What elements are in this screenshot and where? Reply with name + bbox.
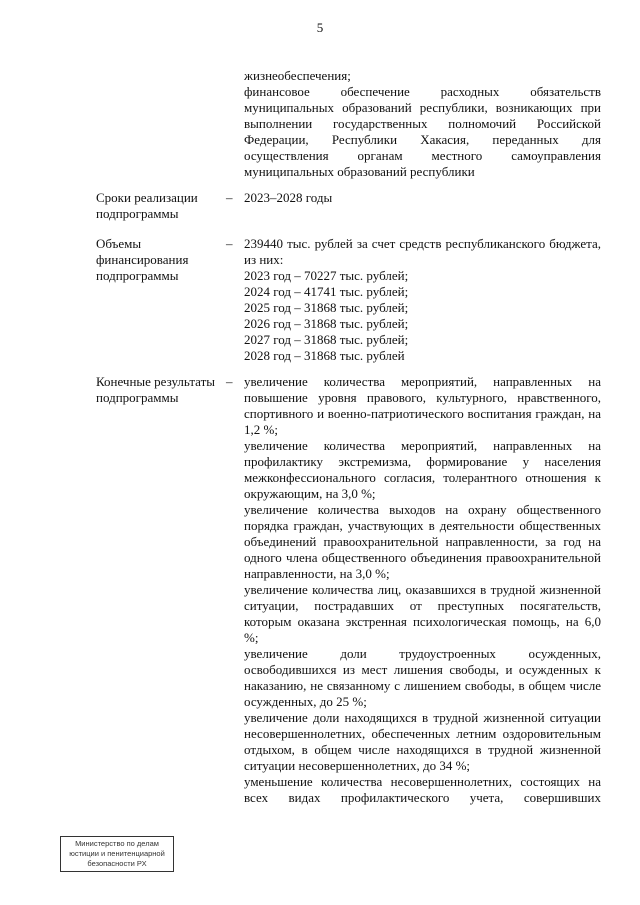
- row-label: Сроки реализации подпрограммы: [96, 190, 198, 221]
- row-item: увеличение доли трудоустроенных осужденных, освободившихся из мест лишения свободы, и осужденных к наказанию, не связанному с лишением свободы, в общем числе осужденных, до 25 %;: [244, 646, 601, 709]
- row-item: уменьшение количества несовершеннолетних, состоящих на всех видах профилактического учета, совершивших: [244, 774, 601, 805]
- intro-line: жизнеобеспечения;: [244, 68, 351, 83]
- row-item: 239440 тыс. рублей за счет средств республиканского бюджета, из них:: [244, 236, 601, 267]
- row-item: 2027 год – 31868 тыс. рублей;: [244, 332, 409, 347]
- row-content: [244, 374, 601, 806]
- row-item: увеличение количества мероприятий, направленных на профилактику экстремизма, формирование у населения межконфессионального согласия, толерантного отношения к окружающим, на 3,0 %;: [244, 438, 601, 501]
- stamp-line: безопасности РХ: [87, 859, 147, 868]
- row-label: Объемы финансирования подпрограммы: [96, 236, 189, 283]
- registration-stamp: [60, 836, 174, 872]
- stamp-line: Министерство по делам: [75, 839, 159, 848]
- row-content: [244, 190, 601, 206]
- intro-line: финансовое обеспечение расходных обязательств муниципальных образований республики, возникающих при выполнении государственных полномочий Российской Федерации, Республики Хакасия, переданных для осуществления органам местного самоуправления муниципальных образований республики: [244, 84, 601, 179]
- row-label: Конечные результаты подпрограммы: [96, 374, 216, 405]
- row-dash: –: [226, 374, 233, 389]
- row-item: 2028 год – 31868 тыс. рублей: [244, 348, 405, 363]
- intro-block: [244, 68, 601, 180]
- row-item: увеличение количества выходов на охрану общественного порядка граждан, участвующих в деятельности общественных объединений правоохранительной направленности, за год на одного члена общественного объединения правоохранительной направленности, на 3,0 %;: [244, 502, 601, 581]
- row-dash: –: [226, 190, 233, 205]
- row-item: 2026 год – 31868 тыс. рублей;: [244, 316, 409, 331]
- row-item: 2023 год – 70227 тыс. рублей;: [244, 268, 409, 283]
- stamp-line: юстиции и пенитенциарной: [69, 849, 165, 858]
- row-item: увеличение количества мероприятий, направленных на повышение уровня правового, культурного, нравственного, спортивного и военно-патриотического воспитания граждан, на 1,2 %;: [244, 374, 601, 437]
- page-number: 5: [316, 20, 324, 35]
- row-dash: –: [226, 236, 233, 251]
- row-content: [244, 236, 601, 364]
- row-item: 2023–2028 годы: [244, 190, 333, 205]
- row-item: увеличение доли находящихся в трудной жизненной ситуации несовершеннолетних, обеспеченных летним оздоровительным отдыхом, в общем числе находящихся в трудной жизненной ситуации несовершеннолетних, до 34 %;: [244, 710, 601, 773]
- row-item: 2025 год – 31868 тыс. рублей;: [244, 300, 409, 315]
- row-item: 2024 год – 41741 тыс. рублей;: [244, 284, 409, 299]
- row-item: увеличение количества лиц, оказавшихся в трудной жизненной ситуации, пострадавших от преступных посягательств, которым оказана экстренная психологическая помощь, на 6,0 %;: [244, 582, 601, 645]
